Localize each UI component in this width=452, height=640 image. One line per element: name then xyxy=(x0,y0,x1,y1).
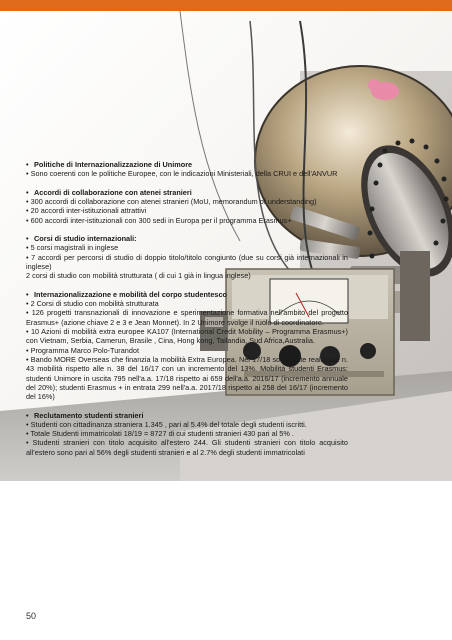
section-collaboration-agreements xyxy=(26,188,348,225)
section-line: • 10 Azioni di mobilità extra europee KA107 (International Credit Mobility – Programma Erasmus+) con Vietnam, Serbia, Camerun, Brasile , Cina, Hong kong, Tailandia, Sud Africa,Australia. xyxy=(26,327,348,346)
section-line: • 126 progetti transnazionali di innovazione e sperimentazione formativa nell'ambito del progetto Erasmus+ (azione chiave 2 e 3 e Jean Monnet). In 2 Unimore svolge il ruolo di coordinatore. xyxy=(26,308,348,327)
section-internationalization-policies xyxy=(26,160,348,179)
header-accent-bar xyxy=(0,0,452,11)
section-line: • Bando MORE Overseas che finanzia la mobilità Extra Europea. Nel 17/18 sono state realizzate n. 43 mobilità rispetto alle n. 38 del 16/17 con un incremento del 13%. Mobilità studenti Erasmus: studenti Unimore in uscita 795 nell'a.a. 17/18 rispetto ai 659 dell'a.a. 2016/17 (incremento annuale del 20%); studenti Erasmus + in entrata 299 nell'a.a. 2017/18 rispetto ai 258 del 16/17 (incremento del 16%) xyxy=(26,354,348,402)
section-line: • 20 accordi inter-istituzionali attrattivi xyxy=(26,206,147,216)
section-student-mobility xyxy=(26,290,348,402)
section-line: • Totale Studenti immatricolati 18/19 = 8727 di cui studenti stranieri 430 pari al 5% . xyxy=(26,429,294,439)
section-title: • Internazionalizzazione e mobilità del corpo studentesco xyxy=(26,290,348,299)
section-title: • Politiche di Internazionalizzazione di Unimore xyxy=(26,160,348,169)
section-line: • 7 accordi per percorsi di studio di doppio titolo/titolo congiunto (due su corsi già internazionali in inglese) xyxy=(26,252,348,272)
section-line: • Sono coerenti con le politiche Europee, con le indicazioni Ministeriali, della CRUI e dell'ANVUR xyxy=(26,169,338,179)
section-line: • 600 accordi inter-istituzionali con 300 sedi in Europa per il programma Erasmus+ xyxy=(26,215,292,225)
section-line: • 5 corsi magistrali in inglese xyxy=(26,243,119,253)
section-line: • Studenti stranieri con titolo acquisito all'estero 244. Gli studenti stranieri con titolo acquisito all'estero sono pari al 56% degli studenti stranieri e al 2.7% degli studenti immatricolati xyxy=(26,438,348,457)
section-line: • Studenti con cittadinanza straniera 1.345 , pari al 5.4% del totale degli studenti iscritti. xyxy=(26,419,307,429)
section-line: • 300 accordi di collaborazione con atenei stranieri (MoU, memorandum of understanding) xyxy=(26,197,317,207)
section-international-courses xyxy=(26,234,348,280)
section-title: • Reclutamento studenti stranieri xyxy=(26,411,348,420)
section-title: • Accordi di collaborazione con atenei stranieri xyxy=(26,188,348,197)
section-foreign-student-recruitment xyxy=(26,411,348,457)
section-line: 2 corsi di studio con mobilità strutturata ( di cui 1 già in lingua inglese) xyxy=(26,271,251,281)
section-title: • Corsi di studio internazionali: xyxy=(26,234,348,243)
text-content xyxy=(26,160,348,466)
page-number: 50 xyxy=(26,611,37,621)
section-line: • 2 Corsi di studio con mobilità strutturata xyxy=(26,299,159,309)
section-line: • Programma Marco Polo-Turandot xyxy=(26,345,139,355)
